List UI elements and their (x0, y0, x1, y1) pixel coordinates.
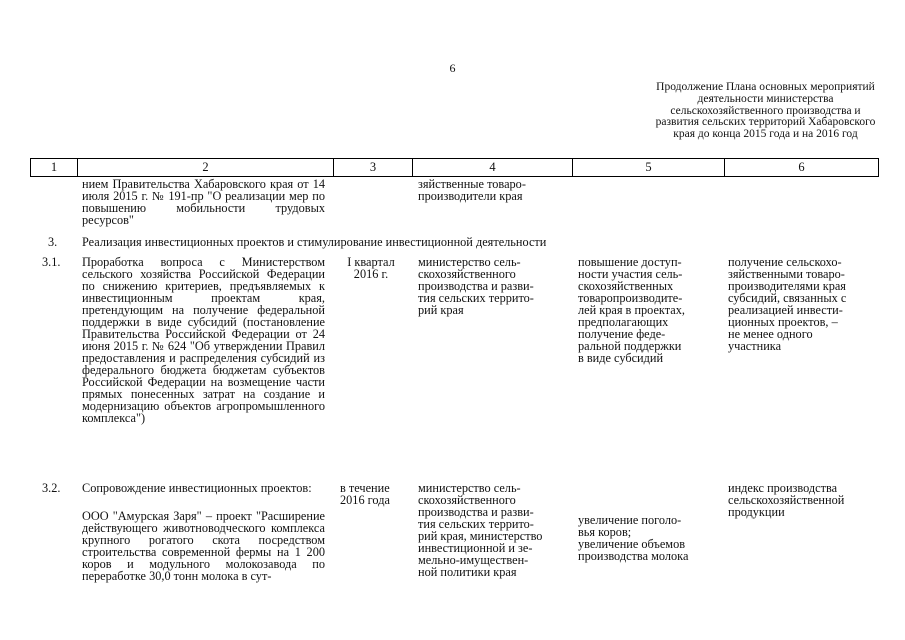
row-3-1-indicator: получение сельскохо- зяйственными товаро- производителями края субсидий, связанных с реализацией инвести- ционных проектов, – не менее одного участника (728, 255, 847, 353)
continuation-description: нием Правительства Хабаровского края от 14 июля 2015 г. № 191-пр "О реализации мер по повышению мобильности трудовых ресурсов" (82, 177, 325, 227)
row-3-1-description: Проработка вопроса с Министерством сельского хозяйства Российской Федерации по снижению критериев, предъявляемых к инвестиционным проектам края, претендующим на получение федеральной поддержки в виде субсидий (постановление Правительства Российской Федерации от 24 июня 2015 г. № 624 "Об утверждении Правил предоставления и распределения субсидий из федерального бюджета бюджетам субъектов Российской Федерации на возмещение части прямых понесенных затрат на создание и модернизацию объектов агропромышленного комплекса") (82, 255, 325, 425)
row-3-2-indicator: индекс производства сельскохозяйственной продукции (728, 481, 845, 519)
column-header-3: 3 (334, 159, 413, 177)
column-header-4: 4 (413, 159, 573, 177)
column-header-row (31, 159, 879, 177)
section-title: Реализация инвестиционных проектов и стимулирование инвестиционной деятельности (82, 235, 547, 249)
row-3-2-number: 3.2. (42, 481, 61, 495)
section-number: 3. (48, 235, 58, 249)
row-3-1-term: I квартал 2016 г. (347, 255, 395, 281)
continuation-executor: зяйственные товаро- производители края (418, 177, 526, 203)
header-note: Продолжение Плана основных мероприятий деятельности министерства сельскохозяйственного производства и развития сельских территорий Хабаровского края до конца 2015 года и на 2016 год (655, 81, 876, 141)
row-3-2-executor: министерство сель- скохозяйственного производства и разви- тия сельских террито- рий края, министерство инвестиционной и зе- мельно-имуществен- ной политики края (418, 481, 543, 579)
column-header-table (30, 158, 879, 177)
page-number: 6 (449, 61, 456, 75)
row-3-1-number: 3.1. (42, 255, 61, 269)
row-3-2-result: увеличение поголо- вья коров; увеличение объемов производства молока (578, 513, 689, 563)
column-header-5: 5 (573, 159, 725, 177)
row-3-2-term: в течение 2016 года (340, 481, 390, 507)
column-header-2: 2 (78, 159, 334, 177)
row-3-1-executor: министерство сель- скохозяйственного производства и разви- тия сельских террито- рий края (418, 255, 534, 317)
column-header-1: 1 (31, 159, 78, 177)
column-header-6: 6 (725, 159, 879, 177)
row-3-2-description: Сопровождение инвестиционных проектов: (82, 481, 312, 495)
row-3-2-description-detail: ООО "Амурская Заря" – проект "Расширение действующего животноводческого комплекса крупного рогатого скота посредством строительства современной фермы на 1 200 коров и модульного молокозавода по переработке 30,0 тонн молока в сут- (82, 509, 325, 583)
row-3-1-result: повышение доступ- ности участия сель- скохозяйственных товаропроизводите- лей края в проектах, предполагающих получение феде- ральной поддержки в виде субсидий (578, 255, 685, 365)
